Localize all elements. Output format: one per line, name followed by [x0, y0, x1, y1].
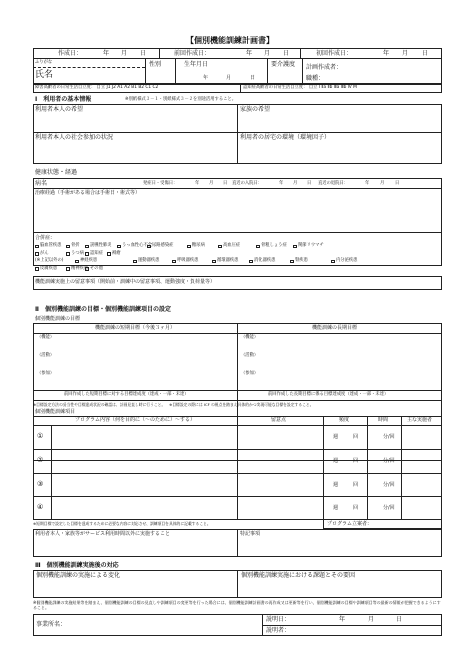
comorbidity-checkbox[interactable]	[249, 260, 253, 264]
day-label: 日	[223, 181, 228, 186]
comorbidity-checkbox[interactable]	[212, 260, 216, 264]
goal-row-activity: （活動）	[37, 353, 55, 358]
caution-header: 留意点	[271, 417, 287, 423]
comorbidity-label: 合併症：	[35, 235, 56, 241]
comorbidity-option-label: 骨粗しょう症	[261, 243, 287, 248]
change-label: 個別機能訓練の実施による変化	[36, 572, 121, 579]
program-planner-label: プログラム立案者：	[327, 521, 372, 527]
year-label: 年	[195, 181, 200, 186]
special-notes-label: 特記事項	[240, 531, 261, 537]
program-content-header: プログラム内容（何を目的に（～のために）～する）	[75, 417, 195, 423]
items-note: ※短期目標で設定した目標を達成するために必要な内容に対応させ、訓練項目を具体的に記載すること。	[33, 521, 211, 526]
frequency-unit: 週 回	[333, 457, 359, 464]
time-unit: 分/回	[383, 505, 395, 512]
month-label: 月	[264, 50, 271, 57]
training-item-number: ③	[37, 479, 44, 488]
section1-note: ※別紙様式３－１・別紙様式３－２を別途活用すること。	[125, 97, 237, 102]
comorbidity-checkbox[interactable]	[85, 267, 89, 271]
family-wish-label: 家族の希望	[240, 106, 271, 113]
comorbidity-option-label: 認知症	[90, 250, 103, 256]
section2-title: Ⅱ 個別機能訓練の目標・個別機能訓練項目の設定	[35, 306, 171, 313]
comorbidity-checkbox[interactable]	[218, 245, 222, 249]
issues-label: 個別機能訓練実施における課題とその要因	[241, 572, 356, 579]
comorbidity-checkbox[interactable]	[290, 260, 294, 264]
header-box	[33, 48, 442, 84]
comorbidity-checkbox[interactable]	[85, 252, 89, 256]
comorbidity-option-label: 消化器疾患	[254, 258, 276, 263]
training-items-title: 個別機能訓練項目	[35, 409, 76, 415]
comorbidity-option-label: 高血圧症	[223, 243, 241, 248]
page-title: 【個別機能訓練計画書】	[186, 36, 274, 45]
comorbidity-option-label: 腎疾患	[295, 258, 308, 263]
comorbidity-option-label: 関節リウマチ	[298, 243, 324, 248]
comorbidity-option-label: うつ病	[71, 250, 84, 256]
name-label: 氏名	[35, 70, 54, 80]
day-label: 日	[396, 616, 403, 623]
planner-label: 計画作成者：	[306, 64, 343, 71]
comorbidity-checkbox[interactable]	[107, 252, 111, 256]
comorbidity-option-label: 循環器疾患	[217, 258, 239, 263]
comorbidity-option-label: その他	[90, 265, 103, 271]
training-cautions-label: 機能訓練実施上の留意事項（開始前・訓練中の留意事項、運動強度・負荷量等）	[35, 279, 216, 285]
day-label: 日	[140, 50, 147, 57]
comorbidity-option-label: 神経疾患	[80, 258, 98, 263]
comorbidity-checkbox[interactable]	[331, 260, 335, 264]
gender-label: 性別	[149, 61, 162, 68]
month-label: 月	[368, 616, 375, 623]
goal-row-function: （機能）	[241, 335, 259, 340]
comorbidity-option-label: がん	[40, 250, 49, 256]
comorbidity-option-label: 糖尿病	[192, 243, 205, 248]
comorbidity-option-label: 褥瘡	[112, 250, 121, 256]
comorbidity-option-label: 脳血管疾患	[40, 243, 62, 248]
training-item-number: ①	[37, 432, 44, 440]
day-label: 日	[307, 181, 312, 186]
comorbidity-option-label: 骨折	[71, 243, 80, 248]
recent-hospitalization-label: 直近の入院日：	[232, 181, 263, 186]
comorbidity-checkbox[interactable]	[66, 267, 70, 271]
row-divider	[33, 496, 442, 497]
section1-title: Ⅰ 利用者の基本情報	[35, 96, 92, 103]
first-created-date-label: 初回作成日：	[316, 50, 353, 57]
comorbidity-checkbox[interactable]	[66, 245, 70, 249]
comorbidity-checkbox[interactable]	[256, 245, 260, 249]
month-label: 月	[293, 181, 298, 186]
comorbidity-checkbox[interactable]	[133, 260, 137, 264]
training-item-number: ②	[37, 455, 44, 464]
day-label: 日	[250, 75, 256, 81]
comorbidity-option-label: 精神疾患	[71, 265, 89, 271]
month-label: 月	[121, 50, 128, 57]
footer-note: ※個別機能訓練の実施結果等を踏まえ、個別機能訓練の目標の見直しや訓練項目の変更等を行った場合には、個別機能訓練計画書の再作成又は更新等を行い、個別機能訓練の目標や訓練項目等の最新の情報が把握できるようにすること。	[33, 600, 441, 610]
month-label: 月	[402, 50, 409, 57]
health-title: 健康状態・経過	[35, 169, 78, 176]
comorbidity-option-label: 呼吸器疾患	[177, 258, 199, 263]
month-label: 月	[226, 75, 232, 81]
comorbidity-checkbox[interactable]	[147, 245, 151, 249]
care-level-label: 要介護度	[271, 61, 296, 68]
short-goal-achievement: 前回作成した短期目標に対する目標達成度（達成・一部・未達）	[64, 392, 189, 397]
year-label: 年	[365, 181, 370, 186]
comorbidity-checkbox[interactable]	[293, 245, 297, 249]
year-label: 年	[203, 75, 209, 81]
comorbidity-checkbox[interactable]	[35, 245, 39, 249]
goal-row-activity: （活動）	[241, 353, 259, 358]
comorbidity-checkbox[interactable]	[66, 252, 70, 256]
year-label: 年	[279, 181, 284, 186]
comorbidity-checkbox[interactable]	[117, 245, 121, 249]
main-staff-header: 主な実施者	[407, 417, 433, 423]
goal-title: 個別機能訓練の目標	[35, 316, 81, 322]
frequency-unit: 週 回	[333, 481, 359, 488]
comorbidity-checkbox[interactable]	[85, 245, 89, 249]
frequency-header: 頻度	[339, 417, 350, 423]
furigana-label: ふりがな	[35, 60, 53, 65]
short-term-goal-header: 機能訓練の短期目標（今後３ヶ月）	[95, 325, 176, 331]
time-unit: 分/回	[383, 434, 395, 440]
time-unit: 分/回	[383, 457, 395, 464]
comorbidity-option-label: 内分泌疾患	[336, 258, 358, 263]
office-name-label: 事業所名：	[36, 621, 67, 628]
comorbidity-option-label: うっ血性心不全	[122, 243, 153, 248]
training-item-number: ④	[37, 503, 44, 512]
disability-independence-label: 障害高齢者の日常生活自立度： 自立 J1 J2 A1 A2 B1 B2 C1 C2	[35, 85, 159, 90]
day-label: 日	[395, 181, 400, 186]
recent-discharge-label: 直近の退院日：	[318, 181, 349, 186]
long-term-goal-header: 機能訓練の長期目標	[312, 325, 358, 331]
year-label: 年	[339, 616, 346, 623]
year-label: 年	[246, 50, 253, 57]
social-participation-label: 利用者本人の社会参加の状況	[35, 134, 114, 141]
time-unit: 分/回	[383, 481, 395, 488]
comorbidity-option-label: 運動器疾患	[138, 258, 160, 263]
dementia-independence-label: 認知症高齢者の日常生活自立度： 自立 Ⅰ Ⅱa Ⅱb Ⅲa Ⅲb Ⅳ M	[243, 85, 357, 90]
month-label: 月	[209, 181, 214, 186]
frequency-unit: 週 回	[333, 434, 359, 440]
comorbidity-option-label: 誤嚥性肺炎	[90, 243, 112, 248]
year-label: 年	[103, 50, 110, 57]
year-label: 年	[383, 50, 390, 57]
section3-title: Ⅲ 個別機能訓練実施後の対応	[35, 562, 119, 569]
explanation-date-label: 説明日：	[266, 616, 291, 623]
comorbidity-option-label: 尿路感染症	[152, 243, 174, 248]
comorbidity-prefix: (※上記以外の)	[35, 258, 64, 263]
created-date-label: 作成日：	[58, 50, 83, 57]
month-label: 月	[380, 181, 385, 186]
comorbidity-checkbox[interactable]	[75, 260, 79, 264]
frequency-unit: 週 回	[333, 505, 359, 512]
comorbidity-checkbox[interactable]	[187, 245, 191, 249]
job-label: 職種：	[306, 75, 325, 82]
disease-label: 病名	[35, 180, 48, 187]
goal-row-participation: （参加）	[241, 371, 259, 376]
goal-row-participation: （参加）	[37, 371, 55, 376]
explainer-label: 説明者：	[266, 627, 291, 634]
row-divider	[33, 473, 442, 474]
comorbidity-checkbox[interactable]	[172, 260, 176, 264]
person-wish-label: 利用者本人の希望	[35, 106, 84, 113]
long-goal-achievement: 前回作成した長期目標に係る目標達成度（達成・一部・未達）	[268, 392, 389, 397]
comorbidity-option-label: 皮膚疾患	[40, 265, 58, 271]
goal-note: ※目標設定方法の妥当性や目標達成状況の確認は、計画見直し時に行うこと。 ※目標設定の際には ICF の視点を踏まえ具体的かつ実現可能な目標を設定すること。	[33, 402, 314, 407]
birthdate-label: 生年月日	[184, 61, 209, 68]
onset-date-label: 発症日・受傷日：	[143, 181, 178, 186]
home-environment-label: 利用者の居宅の環境（環境因子）	[240, 134, 331, 141]
prev-created-date-label: 前回作成日：	[174, 50, 211, 57]
home-practice-label: 利用者本人・家族等がサービス利用時間以外に実施すること	[35, 531, 171, 537]
comorbidity-checkbox[interactable]	[35, 267, 39, 271]
goal-row-function: （機能）	[37, 335, 55, 340]
day-label: 日	[283, 50, 290, 57]
time-header: 時間	[378, 417, 389, 423]
row-divider	[33, 449, 442, 450]
comorbidity-checkbox[interactable]	[35, 252, 39, 256]
treatment-history-label: 治療経過（手術がある場合は手術日・術式等）	[35, 190, 141, 196]
day-label: 日	[422, 50, 429, 57]
